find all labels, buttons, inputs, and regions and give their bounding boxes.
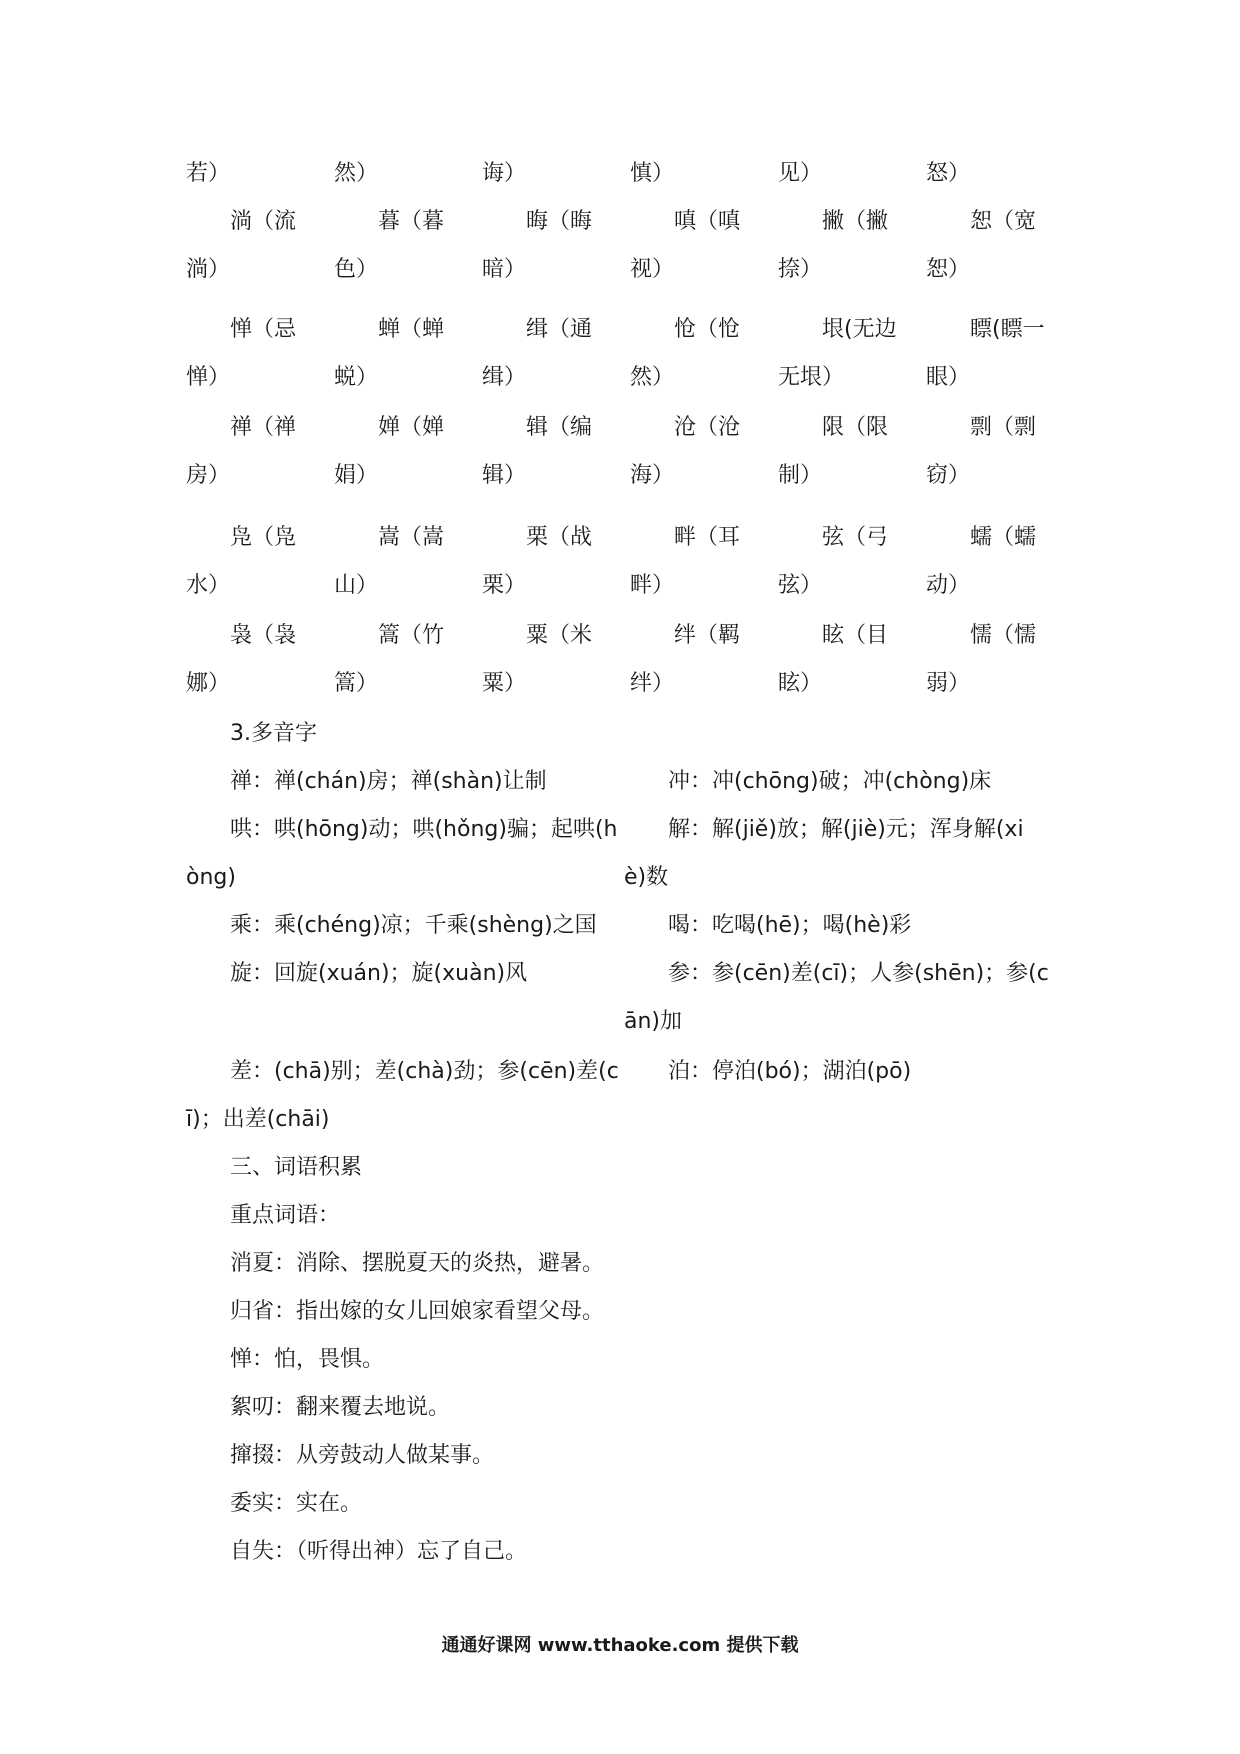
grid-cell: 弦） [778,573,823,598]
grid-cell: 然） [334,161,379,186]
grid-cell: 畔（耳 [674,525,741,550]
polyphone-right-5: 参：参(cēn)差(cī)；人参(shēn)；参(c [668,961,1049,986]
grid-cell: 弦（弓 [822,525,889,550]
polyphone-left-3: òng) [186,865,236,890]
grid-cell: 暗） [482,257,527,282]
grid-cell: 水） [186,573,231,598]
polyphone-left-4: 乘：乘(chéng)凉；千乘(shèng)之国 [230,913,597,938]
grid-cell: 见） [778,161,823,186]
polyphone-right-1: 冲：冲(chōng)破；冲(chòng)床 [668,769,992,794]
grid-cell: 慎） [630,161,675,186]
grid-cell: 视） [630,257,675,282]
polyphone-right-6: ān)加 [624,1009,683,1034]
grid-cell: 弱） [926,671,971,696]
page-footer: 通通好课网 www.tthaoke.com 提供下载 [441,1635,799,1656]
vocab-item-7: 自失：（听得出神）忘了自己。 [230,1539,528,1564]
grid-cell: 缉（通 [526,317,593,342]
grid-cell: 篙（竹 [378,623,445,648]
grid-cell: 惮） [186,365,231,390]
grid-cell: 眩（目 [822,623,889,648]
vocab-item-3: 惮：怕，畏惧。 [230,1347,385,1372]
polyphone-heading: 3.多音字 [230,721,317,746]
polyphone-right-7: 泊：停泊(bó)；湖泊(pō) [668,1059,912,1084]
grid-cell: 绊） [630,671,675,696]
polyphone-right-4: 喝：吃喝(hē)；喝(hè)彩 [668,913,912,938]
grid-cell: 瞟(瞟一 [970,317,1045,342]
grid-cell: 嗔（嗔 [674,209,741,234]
grid-cell: 蠕（蠕 [970,525,1037,550]
polyphone-left-5: 旋：回旋(xuán)；旋(xuàn)风 [230,961,528,986]
vocab-item-6: 委实：实在。 [230,1491,363,1516]
grid-cell: 娟） [334,463,379,488]
grid-cell: 惮（忌 [230,317,297,342]
grid-cell: 缉） [482,365,527,390]
grid-cell: 怒） [926,161,971,186]
grid-cell: 色） [334,257,379,282]
grid-cell: 畔） [630,573,675,598]
grid-cell: 篙） [334,671,379,696]
grid-cell: 制） [778,463,823,488]
grid-cell: 栗（战 [526,525,593,550]
grid-cell: 若） [186,161,231,186]
grid-cell: 蝉（蝉 [378,317,445,342]
grid-cell: 无垠） [778,365,845,390]
grid-cell: 淌（流 [230,209,297,234]
vocab-item-2: 归省：指出嫁的女儿回娘家看望父母。 [230,1299,605,1324]
grid-cell: 沧（沧 [674,415,741,440]
polyphone-left-2: 哄：哄(hōng)动；哄(hǒng)骗；起哄(h [230,817,618,842]
grid-cell: 禅（禅 [230,415,297,440]
polyphone-right-2: 解：解(jiě)放；解(jiè)元；浑身解(xi [668,817,1024,842]
polyphone-right-3: è)数 [624,865,669,890]
grid-cell: 蜕） [334,365,379,390]
vocab-item-5: 撺掇：从旁鼓动人做某事。 [230,1443,495,1468]
grid-cell: 山） [334,573,379,598]
grid-cell: 诲） [482,161,527,186]
polyphone-left-6: 差：(chā)别；差(chà)劲；参(cēn)差(c [230,1059,619,1084]
vocab-subheading: 重点词语： [230,1203,341,1228]
grid-cell: 窃） [926,463,971,488]
grid-cell: 怆（怆 [674,317,741,342]
vocab-item-1: 消夏：消除、摆脱夏天的炎热，避暑。 [230,1251,605,1276]
grid-cell: 恕（宽 [970,209,1037,234]
grid-cell: 淌） [186,257,231,282]
polyphone-left-1: 禅：禅(chán)房；禅(shàn)让制 [230,769,547,794]
grid-cell: 限（限 [822,415,889,440]
grid-cell: 暮（暮 [378,209,445,234]
grid-cell: 辑） [482,463,527,488]
grid-cell: 然） [630,365,675,390]
grid-cell: 眩） [778,671,823,696]
grid-cell: 栗） [482,573,527,598]
grid-cell: 绊（羁 [674,623,741,648]
grid-cell: 袅（袅 [230,623,297,648]
grid-cell: 娜） [186,671,231,696]
polyphone-left-7: ī)；出差(chāi) [186,1107,330,1132]
grid-cell: 粟（米 [526,623,593,648]
grid-cell: 辑（编 [526,415,593,440]
grid-cell: 撇（撇 [822,209,889,234]
vocab-item-4: 絮叨：翻来覆去地说。 [230,1395,451,1420]
grid-cell: 海） [630,463,675,488]
grid-cell: 捺） [778,257,823,282]
grid-cell: 晦（晦 [526,209,593,234]
grid-cell: 动） [926,573,971,598]
grid-cell: 垠(无边 [822,317,897,342]
grid-cell: 嵩（嵩 [378,525,445,550]
grid-cell: 眼） [926,365,971,390]
grid-cell: 恕） [926,257,971,282]
grid-cell: 婵（婵 [378,415,445,440]
grid-cell: 剽（剽 [970,415,1037,440]
grid-cell: 粟） [482,671,527,696]
vocab-heading: 三、词语积累 [230,1155,363,1180]
grid-cell: 房） [186,463,231,488]
grid-cell: 懦（懦 [970,623,1037,648]
grid-cell: 凫（凫 [230,525,297,550]
